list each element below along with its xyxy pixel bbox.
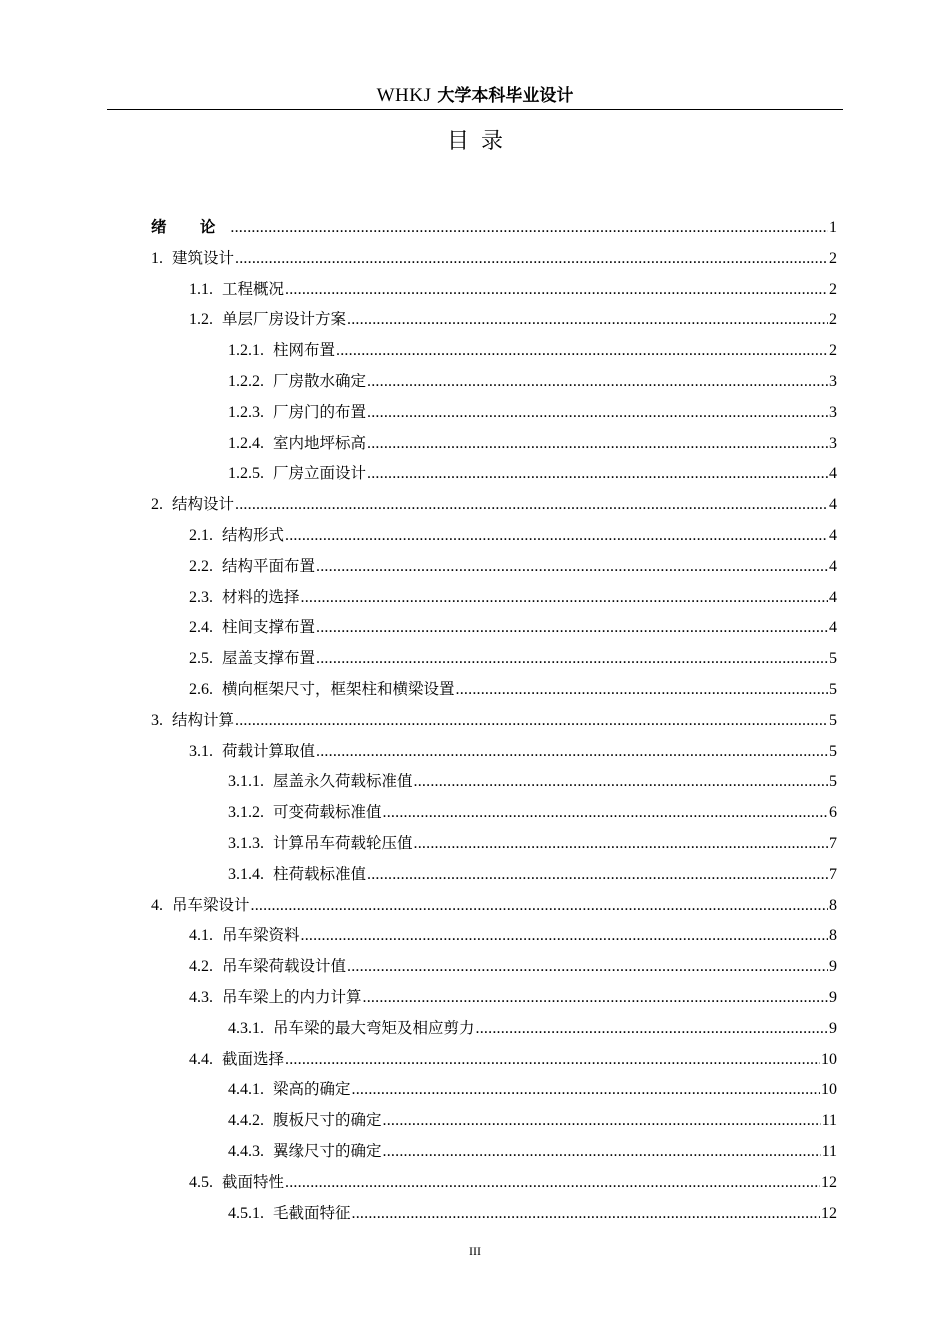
toc-entry-label: 吊车梁上的内力计算 bbox=[222, 987, 362, 1006]
dot-leader bbox=[285, 1045, 820, 1076]
toc-entry-page: 2 bbox=[829, 311, 837, 329]
toc-entry-number: 4.5.1. bbox=[228, 1204, 264, 1222]
toc-entry-number: 2.4. bbox=[189, 619, 213, 637]
toc-entry[interactable] bbox=[151, 212, 837, 243]
toc-entry-label: 柱网布置 bbox=[273, 341, 336, 360]
page-number: III bbox=[469, 1244, 481, 1258]
dot-leader bbox=[235, 244, 828, 275]
header-latin-text: WHKJ bbox=[376, 85, 432, 106]
toc-entry-page: 5 bbox=[829, 773, 837, 791]
toc-entry-page: 6 bbox=[829, 804, 837, 822]
toc-entry-page: 7 bbox=[829, 834, 837, 852]
dot-leader bbox=[383, 1137, 821, 1168]
toc-entry-label: 结构计算 bbox=[172, 710, 235, 729]
dot-leader bbox=[383, 798, 828, 829]
toc-entry[interactable] bbox=[151, 1044, 837, 1075]
toc-entry-number: 4.4. bbox=[189, 1050, 213, 1068]
toc-entry-number: 3. bbox=[151, 711, 163, 729]
toc-entry-page: 5 bbox=[829, 742, 837, 760]
toc-entry-page: 4 bbox=[829, 496, 837, 514]
dot-leader bbox=[251, 891, 828, 922]
toc-entry-label: 荷载计算取值 bbox=[222, 741, 316, 760]
toc-entry-number: 4.3. bbox=[189, 988, 213, 1006]
toc-entry-page: 1 bbox=[829, 219, 837, 236]
toc-entry[interactable] bbox=[151, 643, 837, 674]
toc-entry-label: 结构平面布置 bbox=[222, 556, 316, 575]
toc-entry[interactable] bbox=[151, 366, 837, 397]
toc-entry-page: 2 bbox=[829, 249, 837, 267]
toc-entry-number: 1.2.4. bbox=[228, 434, 264, 452]
toc-entry-page: 10 bbox=[821, 1050, 837, 1068]
toc-entry-page: 2 bbox=[829, 280, 837, 298]
toc-entry-label: 可变荷载标准值 bbox=[273, 803, 382, 822]
toc-entry-label: 计算吊车荷载轮压值 bbox=[273, 833, 413, 852]
toc-entry-label: 结构设计 bbox=[172, 495, 235, 514]
toc-entry-page: 5 bbox=[829, 650, 837, 668]
toc-entry-label: 厂房门的布置 bbox=[273, 402, 367, 421]
toc-entry[interactable] bbox=[151, 920, 837, 951]
toc-title: 目录 bbox=[446, 129, 515, 154]
toc-entry-label: 单层厂房设计方案 bbox=[222, 310, 347, 329]
toc-entry[interactable] bbox=[151, 551, 837, 582]
dot-leader bbox=[336, 336, 828, 367]
toc-entry-label: 屋盖支撑布置 bbox=[222, 649, 316, 668]
dot-leader bbox=[316, 613, 828, 644]
toc-entry-page: 4 bbox=[829, 619, 837, 637]
dot-leader bbox=[316, 644, 828, 675]
toc-entry-page: 3 bbox=[829, 372, 837, 390]
toc-entry-label: 厂房散水确定 bbox=[273, 371, 367, 390]
toc-entry[interactable] bbox=[151, 520, 837, 551]
toc-entry-number: 2.1. bbox=[189, 526, 213, 544]
toc-entry-number: 4.2. bbox=[189, 958, 213, 976]
toc-entry[interactable] bbox=[151, 766, 837, 797]
dot-leader bbox=[352, 1075, 820, 1106]
toc-entry[interactable] bbox=[151, 736, 837, 767]
dot-leader bbox=[367, 459, 828, 490]
toc-entry-label: 材料的选择 bbox=[222, 587, 300, 606]
toc-entry-number: 2.6. bbox=[189, 680, 213, 698]
toc-entry-label: 腹板尺寸的确定 bbox=[273, 1111, 382, 1130]
toc-entry-page: 2 bbox=[829, 342, 837, 360]
toc-entry-label: 吊车梁的最大弯矩及相应剪力 bbox=[273, 1018, 475, 1037]
toc-entry-page: 7 bbox=[829, 865, 837, 883]
toc-entry-number: 4.4.1. bbox=[228, 1081, 264, 1099]
toc-entry[interactable] bbox=[151, 705, 837, 736]
toc-entry-number: 4.4.2. bbox=[228, 1112, 264, 1130]
toc-entry-number: 1.2.5. bbox=[228, 465, 264, 483]
toc-entry-number: 2.5. bbox=[189, 650, 213, 668]
toc-entry-page: 4 bbox=[829, 588, 837, 606]
toc-entry-page: 11 bbox=[821, 1142, 837, 1160]
toc-entry-label: 截面选择 bbox=[222, 1049, 285, 1068]
table-of-contents bbox=[151, 212, 837, 1228]
dot-leader bbox=[230, 213, 828, 244]
dot-leader bbox=[367, 429, 828, 460]
toc-entry-label: 厂房立面设计 bbox=[273, 464, 367, 483]
toc-entry-number: 3.1.4. bbox=[228, 865, 264, 883]
toc-entry-page: 12 bbox=[821, 1204, 837, 1222]
toc-entry-label: 结构形式 bbox=[222, 525, 285, 544]
dot-leader bbox=[347, 952, 828, 983]
toc-entry-number: 3.1.1. bbox=[228, 773, 264, 791]
toc-entry[interactable] bbox=[151, 674, 837, 705]
toc-entry-label: 柱荷载标准值 bbox=[273, 864, 367, 883]
toc-entry-page: 12 bbox=[821, 1173, 837, 1191]
toc-entry-label: 吊车梁荷载设计值 bbox=[222, 957, 347, 976]
toc-entry-number: 4.1. bbox=[189, 927, 213, 945]
dot-leader bbox=[456, 675, 828, 706]
toc-entry-page: 5 bbox=[829, 711, 837, 729]
toc-entry-label: 横向框架尺寸，框架柱和横梁设置 bbox=[222, 679, 455, 698]
toc-entry-number: 2.2. bbox=[189, 557, 213, 575]
toc-entry-number: 3.1. bbox=[189, 742, 213, 760]
toc-entry-number: 1.2.3. bbox=[228, 403, 264, 421]
dot-leader bbox=[235, 706, 828, 737]
toc-entry-page: 3 bbox=[829, 403, 837, 421]
toc-entry-label: 建筑设计 bbox=[172, 248, 235, 267]
toc-entry[interactable] bbox=[151, 304, 837, 335]
toc-entry-label: 梁高的确定 bbox=[273, 1080, 351, 1099]
dot-leader bbox=[347, 305, 828, 336]
toc-entry-number: 3.1.3. bbox=[228, 834, 264, 852]
toc-entry-number: 1.2.1. bbox=[228, 342, 264, 360]
dot-leader bbox=[476, 1014, 828, 1045]
toc-entry-page: 3 bbox=[829, 434, 837, 452]
header-rule bbox=[107, 109, 843, 110]
header-title-text: 大学本科毕业设计 bbox=[437, 86, 574, 106]
dot-leader bbox=[301, 921, 828, 952]
dot-leader bbox=[383, 1106, 821, 1137]
toc-entry-label: 柱间支撑布置 bbox=[222, 618, 316, 637]
toc-entry[interactable] bbox=[151, 243, 837, 274]
toc-entry-page: 4 bbox=[829, 557, 837, 575]
dot-leader bbox=[316, 737, 828, 768]
toc-entry-page: 11 bbox=[821, 1112, 837, 1130]
toc-entry[interactable] bbox=[151, 1167, 837, 1198]
toc-entry[interactable] bbox=[151, 1136, 837, 1167]
dot-leader bbox=[414, 767, 828, 798]
toc-entry[interactable] bbox=[151, 1013, 837, 1044]
toc-entry[interactable] bbox=[151, 489, 837, 520]
toc-entry-label: 吊车梁资料 bbox=[222, 926, 300, 945]
toc-entry-number: 4.3.1. bbox=[228, 1019, 264, 1037]
toc-entry[interactable] bbox=[151, 458, 837, 489]
dot-leader bbox=[367, 367, 828, 398]
dot-leader bbox=[301, 583, 828, 614]
toc-entry-page: 4 bbox=[829, 526, 837, 544]
toc-entry-number: 3.1.2. bbox=[228, 804, 264, 822]
toc-entry-number: 4.4.3. bbox=[228, 1142, 264, 1160]
toc-entry-page: 8 bbox=[829, 927, 837, 945]
toc-entry-label: 吊车梁设计 bbox=[172, 895, 250, 914]
toc-entry-label: 翼缘尺寸的确定 bbox=[273, 1141, 382, 1160]
toc-entry[interactable] bbox=[151, 797, 837, 828]
toc-entry-label: 室内地坪标高 bbox=[273, 433, 367, 452]
toc-entry[interactable] bbox=[151, 859, 837, 890]
running-header bbox=[107, 80, 843, 110]
toc-entry[interactable] bbox=[151, 335, 837, 366]
toc-entry-label: 工程概况 bbox=[222, 279, 285, 298]
toc-entry[interactable] bbox=[151, 982, 837, 1013]
dot-leader bbox=[363, 983, 828, 1014]
toc-entry-page: 10 bbox=[821, 1081, 837, 1099]
toc-entry[interactable] bbox=[151, 428, 837, 459]
toc-entry-label: 毛截面特征 bbox=[273, 1203, 351, 1222]
toc-entry-page: 4 bbox=[829, 465, 837, 483]
toc-entry-number: 1. bbox=[151, 249, 163, 267]
toc-entry[interactable] bbox=[151, 274, 837, 305]
toc-entry[interactable] bbox=[151, 951, 837, 982]
toc-entry-page: 8 bbox=[829, 896, 837, 914]
toc-entry-label: 绪 论 bbox=[151, 218, 230, 236]
toc-entry-number: 4. bbox=[151, 896, 163, 914]
toc-entry-page: 9 bbox=[829, 958, 837, 976]
dot-leader bbox=[235, 490, 828, 521]
toc-entry-number: 1.2. bbox=[189, 311, 213, 329]
toc-entry-number: 2. bbox=[151, 496, 163, 514]
dot-leader bbox=[285, 521, 828, 552]
toc-entry-number: 2.3. bbox=[189, 588, 213, 606]
toc-entry[interactable] bbox=[151, 397, 837, 428]
toc-entry[interactable] bbox=[151, 1074, 837, 1105]
toc-entry[interactable] bbox=[151, 890, 837, 921]
dot-leader bbox=[316, 552, 828, 583]
toc-entry[interactable] bbox=[151, 1198, 837, 1229]
dot-leader bbox=[352, 1199, 820, 1230]
dot-leader bbox=[414, 829, 828, 860]
toc-entry[interactable] bbox=[151, 612, 837, 643]
toc-entry-number: 1.2.2. bbox=[228, 372, 264, 390]
toc-entry-label: 屋盖永久荷载标准值 bbox=[273, 772, 413, 791]
toc-entry-page: 9 bbox=[829, 1019, 837, 1037]
dot-leader bbox=[367, 398, 828, 429]
toc-entry[interactable] bbox=[151, 1105, 837, 1136]
dot-leader bbox=[285, 275, 828, 306]
dot-leader bbox=[367, 860, 828, 891]
toc-entry[interactable] bbox=[151, 828, 837, 859]
dot-leader bbox=[285, 1168, 820, 1199]
toc-entry[interactable] bbox=[151, 582, 837, 613]
toc-entry-number: 1.1. bbox=[189, 280, 213, 298]
toc-entry-number: 4.5. bbox=[189, 1173, 213, 1191]
toc-entry-page: 5 bbox=[829, 680, 837, 698]
toc-entry-page: 9 bbox=[829, 988, 837, 1006]
toc-entry-label: 截面特性 bbox=[222, 1172, 285, 1191]
